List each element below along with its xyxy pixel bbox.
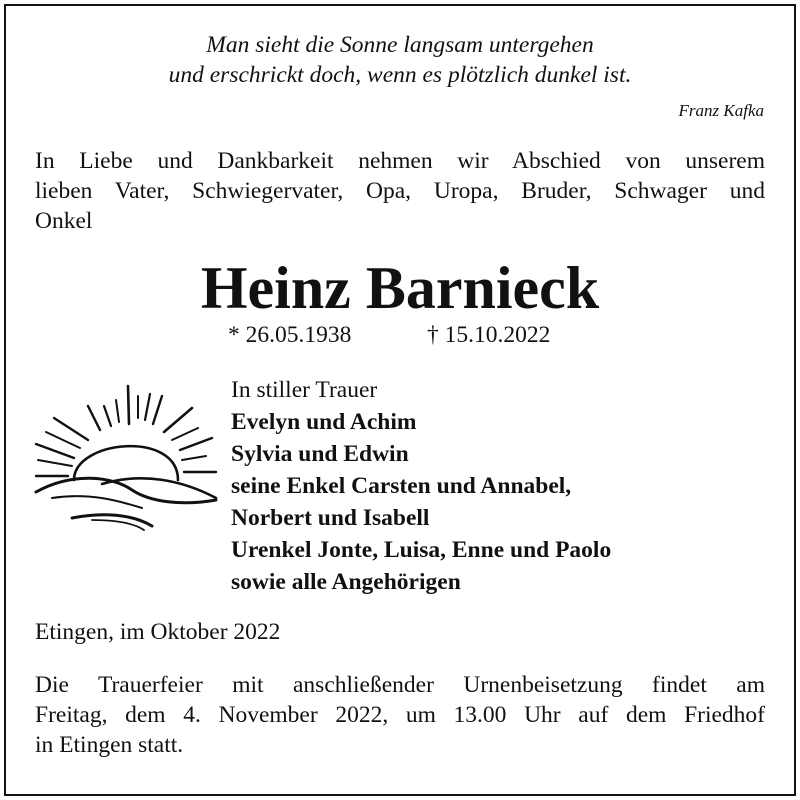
mourner-line: Norbert und Isabell [231,505,430,531]
quote [0,30,800,90]
mourner-line: Sylvia und Edwin [231,441,409,467]
ceremony-line-3: in Etingen statt. [35,732,184,758]
mourners-heading: In stiller Trauer [231,377,378,403]
mourner-line: sowie alle Angehörigen [231,569,461,595]
deceased-name: Heinz Barnieck [200,255,600,321]
intro-line-2: lieben Vater, Schwiegervater, Opa, Uropa, Bruder, Schwager und [35,178,765,204]
ceremony-notice [35,670,765,760]
quote-line-2: und erschrickt doch, wenn es plötzlich dunkel ist. [168,62,632,88]
mourner-line: Urenkel Jonte, Luisa, Enne und Paolo [231,537,612,563]
ceremony-line-2: Freitag, dem 4. November 2022, um 13.00 Uhr auf dem Friedhof [35,702,765,728]
intro-line-1: In Liebe und Dankbarkeit nehmen wir Abschied von unserem [35,148,765,174]
intro-line-3: Onkel [35,208,93,234]
death-date: † 15.10.2022 [427,322,551,348]
intro-text [35,146,765,236]
sunset-icon [32,380,222,540]
mourners [231,374,611,598]
quote-line-1: Man sieht die Sonne langsam untergehen [206,32,594,58]
birth-date: * 26.05.1938 [228,322,352,348]
quote-author: Franz Kafka [678,101,764,120]
mourner-line: Evelyn und Achim [231,409,417,435]
ceremony-line-1: Die Trauerfeier mit anschließender Urnenbeisetzung findet am [35,672,765,698]
mourner-line: seine Enkel Carsten und Annabel, [231,473,572,499]
place-and-date: Etingen, im Oktober 2022 [35,619,281,645]
